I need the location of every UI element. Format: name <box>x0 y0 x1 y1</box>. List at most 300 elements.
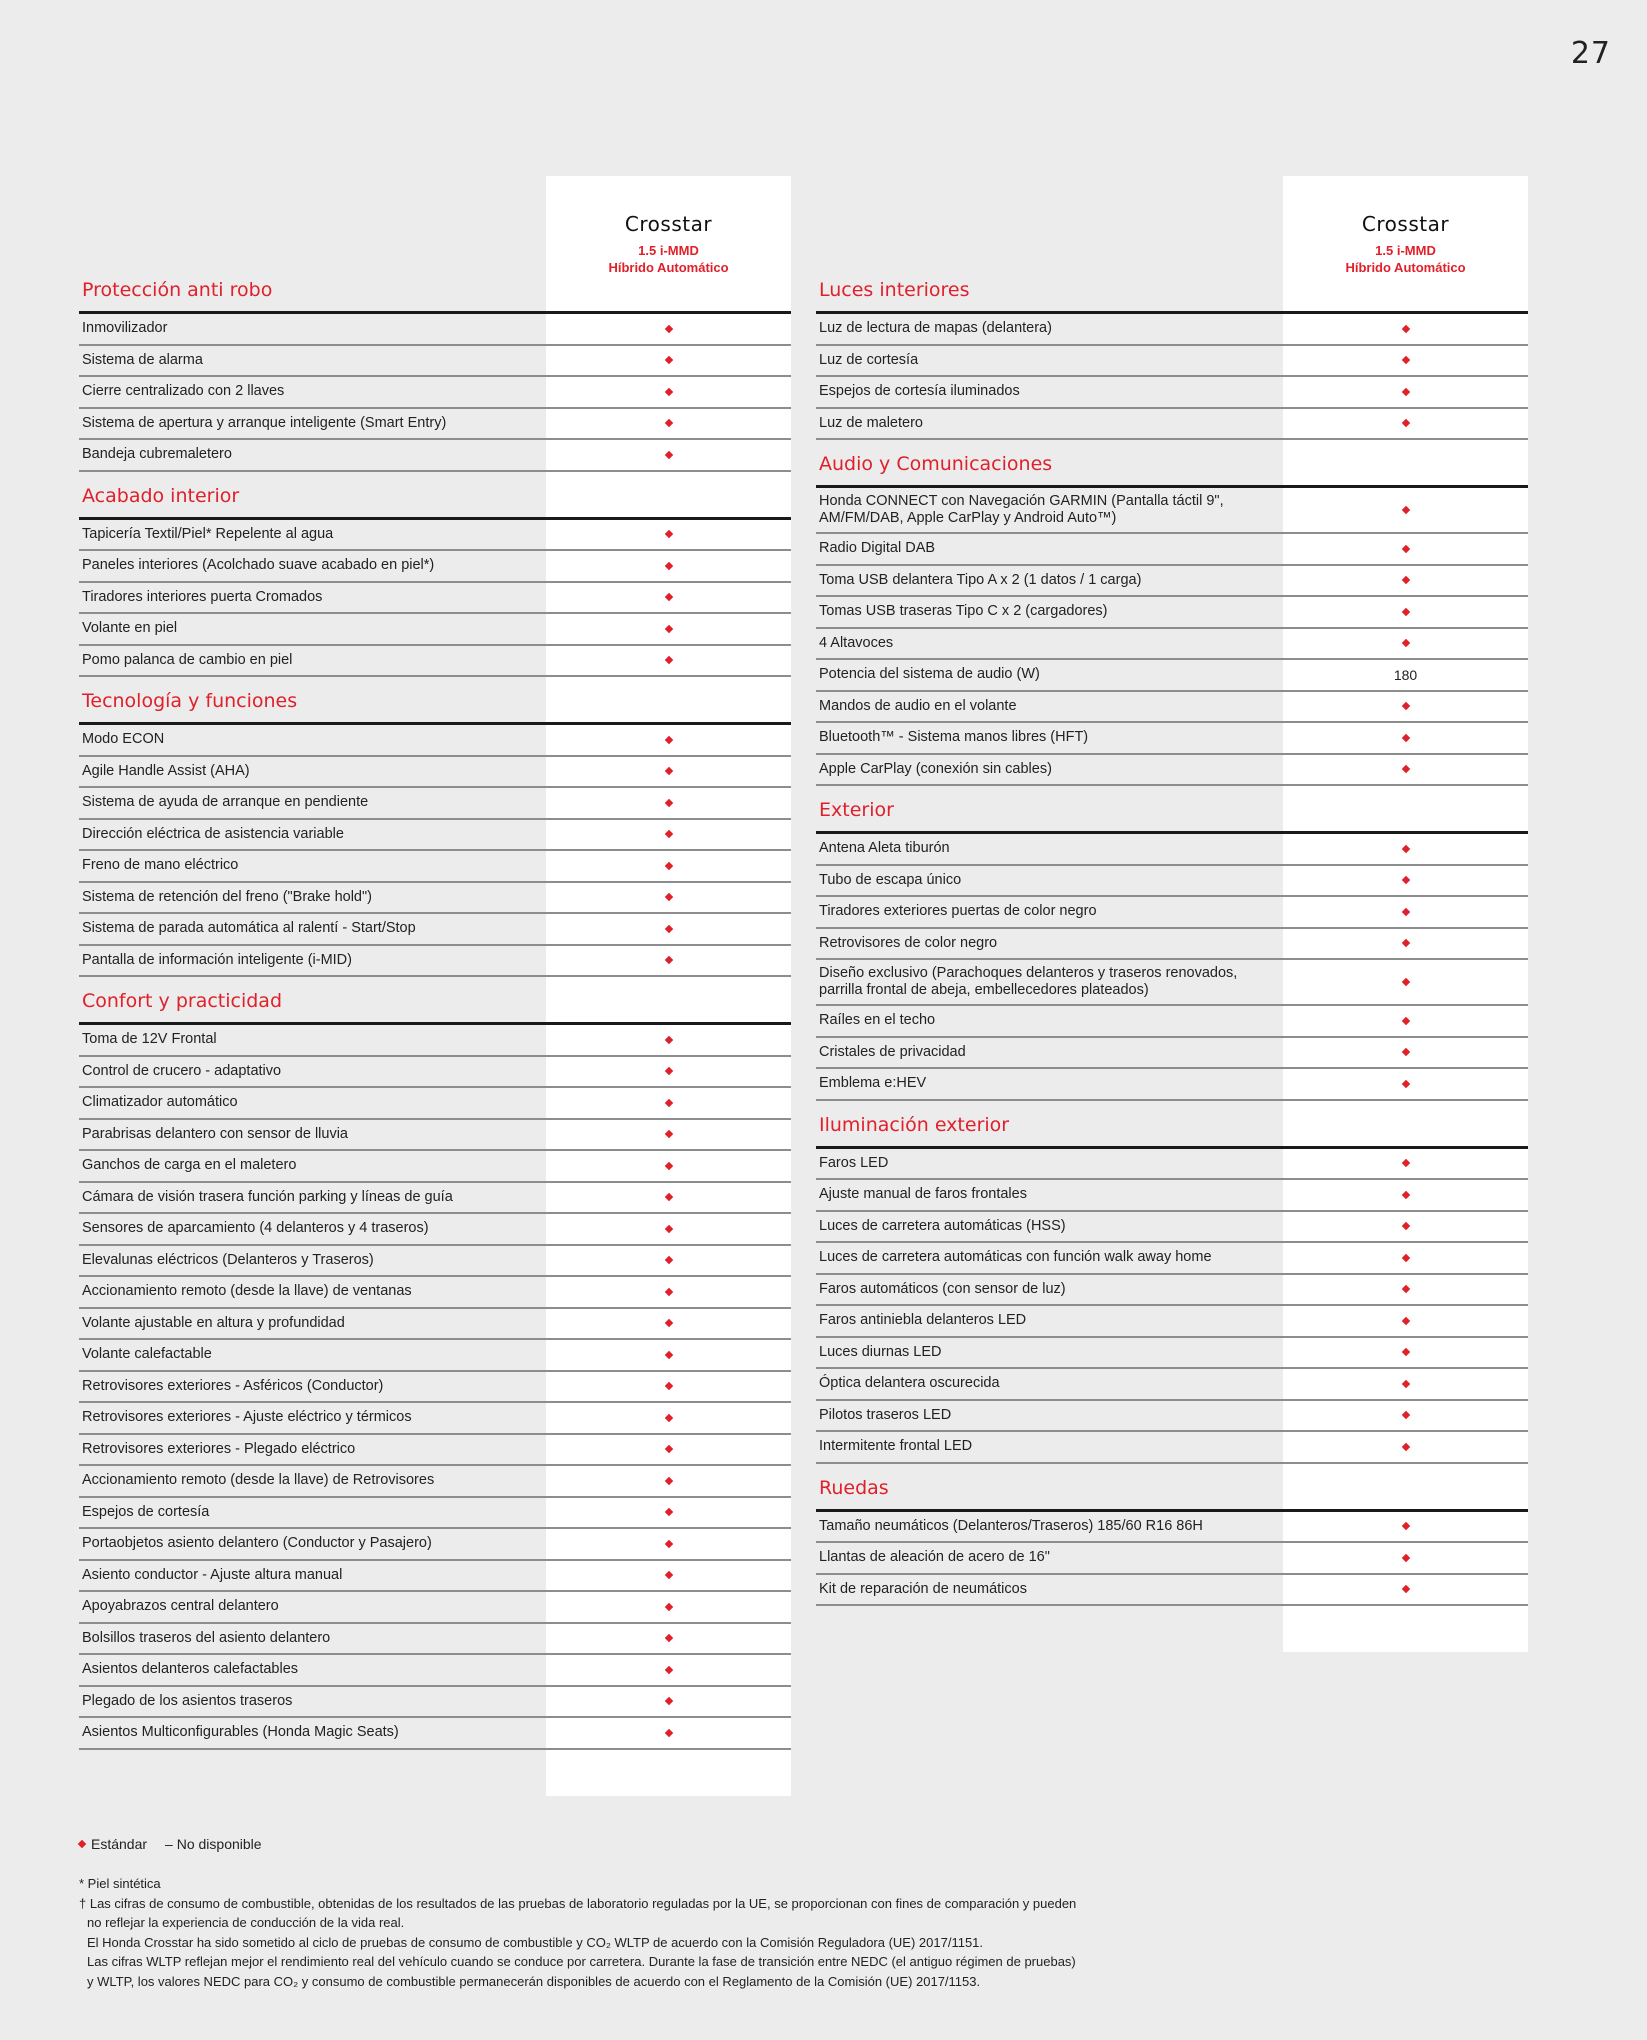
section-title <box>79 677 791 725</box>
standard-diamond-icon <box>1401 1159 1409 1167</box>
spec-label: Llantas de aleación de acero de 16" <box>819 1549 1050 1566</box>
section-title-text: Acabado interior <box>82 484 240 507</box>
spec-row <box>816 1149 1528 1181</box>
standard-diamond-icon <box>664 1477 672 1485</box>
spec-label: Parabrisas delantero con sensor de lluvia <box>82 1125 348 1142</box>
spec-row <box>816 723 1528 755</box>
spec-label: Sistema de retención del freno ("Brake hold") <box>82 888 372 905</box>
standard-diamond-icon <box>664 451 672 459</box>
standard-diamond-icon <box>1401 1317 1409 1325</box>
spec-row <box>816 1338 1528 1370</box>
spec-label: Ajuste manual de faros frontales <box>819 1186 1027 1203</box>
spec-value <box>1283 1432 1528 1462</box>
spec-value <box>546 914 791 944</box>
spec-label: Sistema de apertura y arranque inteligente (Smart Entry) <box>82 414 447 431</box>
spec-value <box>546 1277 791 1307</box>
spec-row <box>79 1277 791 1309</box>
standard-diamond-icon <box>664 530 672 538</box>
spec-value <box>546 377 791 407</box>
spec-row <box>816 1306 1528 1338</box>
spec-value <box>546 1246 791 1276</box>
spec-label: Dirección eléctrica de asistencia variable <box>82 825 344 842</box>
section-title-text: Luces interiores <box>819 279 970 301</box>
page-number: 27 <box>1570 36 1611 71</box>
standard-diamond-icon <box>664 1225 672 1233</box>
spec-value <box>546 1025 791 1055</box>
spec-table-left <box>79 176 791 1750</box>
spec-row <box>816 597 1528 629</box>
spec-row <box>816 1275 1528 1307</box>
section-title-text: Ruedas <box>819 1476 889 1499</box>
spec-value <box>546 946 791 976</box>
spec-value <box>546 1151 791 1181</box>
section-title <box>816 1464 1528 1512</box>
spec-section <box>79 266 791 472</box>
spec-value <box>1283 314 1528 344</box>
model-transmission: Híbrido Automático <box>1345 260 1466 275</box>
standard-diamond-icon <box>1401 1443 1409 1451</box>
spec-value <box>1283 692 1528 722</box>
spec-label: Retrovisores exteriores - Asféricos (Conductor) <box>82 1377 384 1394</box>
spec-label: Mandos de audio en el volante <box>819 697 1017 714</box>
legend-standard: Estándar <box>91 1836 148 1852</box>
spec-label: Volante ajustable en altura y profundidad <box>82 1314 345 1331</box>
standard-diamond-icon <box>1401 876 1409 884</box>
spec-value <box>1283 488 1528 532</box>
spec-value <box>546 1340 791 1370</box>
standard-diamond-icon <box>664 956 672 964</box>
standard-diamond-icon <box>664 862 672 870</box>
spec-value <box>546 1435 791 1465</box>
spec-label: Volante en piel <box>82 620 178 637</box>
spec-label: Pomo palanca de cambio en piel <box>82 651 293 668</box>
spec-section <box>816 440 1528 786</box>
spec-label: Intermitente frontal LED <box>819 1438 973 1455</box>
spec-label: Faros automáticos (con sensor de luz) <box>819 1280 1066 1297</box>
spec-value <box>546 851 791 881</box>
spec-value <box>1283 660 1528 690</box>
spec-value <box>1283 1243 1528 1273</box>
spec-row <box>816 866 1528 898</box>
section-title-text: Iluminación exterior <box>819 1113 1010 1136</box>
spec-value <box>546 409 791 439</box>
standard-diamond-icon <box>1401 702 1409 710</box>
spec-row <box>79 1624 791 1656</box>
spec-row <box>79 551 791 583</box>
spec-row <box>79 1309 791 1341</box>
spec-label: Antena Aleta tiburón <box>819 840 950 857</box>
section-title <box>79 266 791 314</box>
standard-diamond-icon <box>664 1067 672 1075</box>
spec-label: Accionamiento remoto (desde la llave) de Retrovisores <box>82 1472 435 1489</box>
spec-value <box>1283 1369 1528 1399</box>
standard-diamond-icon <box>1401 1380 1409 1388</box>
standard-diamond-icon <box>1401 1285 1409 1293</box>
standard-diamond-icon <box>1401 978 1409 986</box>
standard-diamond-icon <box>1401 545 1409 553</box>
spec-label: Honda CONNECT con Navegación GARMIN (Pantalla táctil 9", AM/FM/DAB, Apple CarPlay y Android Auto™) <box>819 493 1224 526</box>
spec-value <box>546 1498 791 1528</box>
spec-value <box>546 757 791 787</box>
standard-diamond-icon <box>1401 765 1409 773</box>
spec-row <box>79 1214 791 1246</box>
spec-label: Luces diurnas LED <box>819 1343 942 1360</box>
spec-label: 4 Altavoces <box>819 634 894 651</box>
standard-diamond-icon <box>664 1288 672 1296</box>
spec-row <box>816 1543 1528 1575</box>
spec-value <box>1283 1180 1528 1210</box>
standard-diamond-icon <box>78 1840 86 1848</box>
spec-row <box>79 1120 791 1152</box>
spec-section <box>816 1101 1528 1464</box>
spec-row <box>816 960 1528 1006</box>
spec-value <box>546 646 791 676</box>
spec-label: Raíles en el techo <box>819 1012 936 1029</box>
spec-row <box>79 1529 791 1561</box>
spec-row <box>816 1432 1528 1464</box>
spec-row <box>79 614 791 646</box>
standard-diamond-icon <box>664 1256 672 1264</box>
spec-value <box>546 725 791 755</box>
spec-value <box>1283 346 1528 376</box>
spec-label: Inmovilizador <box>82 320 168 337</box>
spec-row <box>79 1561 791 1593</box>
spec-value <box>1283 566 1528 596</box>
spec-value <box>1283 1069 1528 1099</box>
standard-diamond-icon <box>664 830 672 838</box>
spec-label: Diseño exclusivo (Parachoques delanteros y traseros renovados, parrilla frontal de abeja, embellecedores plateados) <box>819 965 1238 998</box>
spec-row <box>79 788 791 820</box>
standard-diamond-icon <box>1401 939 1409 947</box>
spec-section <box>79 472 791 678</box>
spec-value <box>1283 960 1528 1004</box>
spec-value <box>546 1561 791 1591</box>
standard-diamond-icon <box>664 1571 672 1579</box>
spec-label: Modo ECON <box>82 731 165 748</box>
spec-row <box>816 897 1528 929</box>
standard-diamond-icon <box>664 1036 672 1044</box>
spec-row <box>79 1088 791 1120</box>
footnote-line: † Las cifras de consumo de combustible, obtenidas de los resultados de las pruebas de laboratorio reguladas por la UE, se proporcionan con fines de comparación y pueden <box>79 1895 1077 1911</box>
spec-value <box>546 583 791 613</box>
standard-diamond-icon <box>664 562 672 570</box>
spec-row <box>816 1401 1528 1433</box>
spec-row <box>79 757 791 789</box>
spec-value <box>1283 755 1528 785</box>
spec-row <box>79 1057 791 1089</box>
spec-row <box>79 946 791 978</box>
section-title <box>816 786 1528 834</box>
standard-diamond-icon <box>1401 506 1409 514</box>
spec-row <box>79 914 791 946</box>
spec-value <box>1283 1038 1528 1068</box>
footnote-line: y WLTP, los valores NEDC para CO₂ y consumo de combustible permanecerán disponibles de acuerdo con el Reglamento de la Comisión (UE) 2017/1153. <box>87 1973 981 1989</box>
standard-diamond-icon <box>664 1634 672 1642</box>
spec-value <box>546 440 791 470</box>
spec-row <box>79 851 791 883</box>
standard-diamond-icon <box>1401 1080 1409 1088</box>
spec-label: Elevalunas eléctricos (Delanteros y Traseros) <box>82 1251 374 1268</box>
spec-value <box>546 1057 791 1087</box>
spec-label: Tubo de escapa único <box>819 871 962 888</box>
spec-label: Luces de carretera automáticas (HSS) <box>819 1217 1066 1234</box>
spec-label: Tiradores interiores puerta Cromados <box>82 588 323 605</box>
spec-row <box>816 660 1528 692</box>
standard-diamond-icon <box>664 1193 672 1201</box>
spec-value <box>1283 1212 1528 1242</box>
spec-row <box>79 520 791 552</box>
spec-row <box>79 1025 791 1057</box>
spec-row <box>79 1403 791 1435</box>
spec-label: Potencia del sistema de audio (W) <box>819 666 1040 683</box>
legend <box>79 1836 262 1852</box>
spec-value <box>546 314 791 344</box>
standard-diamond-icon <box>664 1382 672 1390</box>
standard-diamond-icon <box>664 325 672 333</box>
spec-row <box>816 1038 1528 1070</box>
spec-value <box>546 883 791 913</box>
model-name: Crosstar <box>624 212 713 236</box>
spec-row <box>79 409 791 441</box>
model-name: Crosstar <box>1361 212 1450 236</box>
spec-row <box>816 1369 1528 1401</box>
spec-row <box>79 346 791 378</box>
spec-value <box>546 788 791 818</box>
spec-label: Sistema de alarma <box>82 351 203 368</box>
spec-label: Espejos de cortesía <box>82 1503 210 1520</box>
spec-label: Apoyabrazos central delantero <box>82 1598 279 1615</box>
spec-row <box>79 377 791 409</box>
standard-diamond-icon <box>664 767 672 775</box>
model-transmission: Híbrido Automático <box>608 260 729 275</box>
spec-label: Tomas USB traseras Tipo C x 2 (cargadores) <box>819 603 1108 620</box>
spec-section <box>79 977 791 1750</box>
spec-value <box>546 1214 791 1244</box>
section-title-text: Tecnología y funciones <box>82 690 298 712</box>
spec-value <box>546 1592 791 1622</box>
spec-label: Plegado de los asientos traseros <box>82 1692 293 1709</box>
section-title <box>816 1101 1528 1149</box>
standard-diamond-icon <box>664 1445 672 1453</box>
standard-diamond-icon <box>1401 1585 1409 1593</box>
standard-diamond-icon <box>1401 1254 1409 1262</box>
spec-row <box>79 1246 791 1278</box>
standard-diamond-icon <box>664 1319 672 1327</box>
spec-row <box>79 1372 791 1404</box>
spec-value <box>546 1403 791 1433</box>
spec-label: Tapicería Textil/Piel* Repelente al agua <box>82 525 334 542</box>
standard-diamond-icon <box>664 799 672 807</box>
spec-value <box>546 1718 791 1748</box>
spec-label: Cristales de privacidad <box>819 1043 966 1060</box>
spec-row <box>816 534 1528 566</box>
spec-value <box>1283 409 1528 439</box>
spec-section <box>816 786 1528 1101</box>
spec-row <box>816 377 1528 409</box>
standard-diamond-icon <box>664 1130 672 1138</box>
spec-value <box>1283 723 1528 753</box>
standard-diamond-icon <box>664 893 672 901</box>
spec-label: Sensores de aparcamiento (4 delanteros y 4 traseros) <box>82 1220 429 1237</box>
spec-label: Espejos de cortesía iluminados <box>819 383 1020 400</box>
standard-diamond-icon <box>664 388 672 396</box>
standard-diamond-icon <box>1401 325 1409 333</box>
spec-row <box>79 1655 791 1687</box>
spec-label: Asiento conductor - Ajuste altura manual <box>82 1566 343 1583</box>
section-title <box>816 440 1528 488</box>
footnote-line: Las cifras WLTP reflejan mejor el rendimiento real del vehículo cuando se conduce por carretera. Durante la fase de transición entre NEDC (el antiguo régimen de pruebas) <box>87 1954 1076 1969</box>
legend-not-available: – No disponible <box>165 1836 262 1852</box>
standard-diamond-icon <box>1401 356 1409 364</box>
spec-value <box>1283 1512 1528 1542</box>
spec-row <box>79 440 791 472</box>
spec-value <box>546 520 791 550</box>
standard-diamond-icon <box>664 736 672 744</box>
standard-diamond-icon <box>664 1508 672 1516</box>
footnote-line: El Honda Crosstar ha sido sometido al ciclo de pruebas de consumo de combustible y CO₂ WLTP de acuerdo con la Comisión Reguladora (UE) 2017/1151. <box>87 1934 984 1950</box>
spec-section <box>816 1464 1528 1607</box>
spec-value <box>546 1466 791 1496</box>
spec-row <box>816 566 1528 598</box>
section-title-text: Confort y practicidad <box>82 990 283 1012</box>
spec-row <box>816 929 1528 961</box>
spec-label: Asientos Multiconfigurables (Honda Magic Seats) <box>82 1724 399 1741</box>
spec-value <box>1283 1401 1528 1431</box>
standard-diamond-icon <box>664 1729 672 1737</box>
spec-label: Ganchos de carga en el maletero <box>82 1157 297 1174</box>
standard-diamond-icon <box>1401 1191 1409 1199</box>
spec-row <box>79 1687 791 1719</box>
spec-row <box>816 314 1528 346</box>
spec-row <box>816 1575 1528 1607</box>
standard-diamond-icon <box>1401 734 1409 742</box>
spec-label: Bluetooth™ - Sistema manos libres (HFT) <box>819 729 1089 746</box>
section-title-text: Exterior <box>819 799 894 821</box>
spec-value <box>1283 929 1528 959</box>
spec-row <box>816 346 1528 378</box>
spec-label: Sistema de parada automática al ralentí - Start/Stop <box>82 920 416 937</box>
footnote-line: no reflejar la experiencia de conducción de la vida real. <box>87 1915 405 1930</box>
spec-table-right <box>816 176 1528 1606</box>
standard-diamond-icon <box>1401 845 1409 853</box>
standard-diamond-icon <box>1401 1554 1409 1562</box>
spec-row <box>816 834 1528 866</box>
standard-diamond-icon <box>664 1414 672 1422</box>
spec-row <box>816 1512 1528 1544</box>
spec-row <box>79 1718 791 1750</box>
spec-row <box>816 409 1528 441</box>
spec-label: Tiradores exteriores puertas de color negro <box>819 903 1097 920</box>
spec-value <box>1283 597 1528 627</box>
spec-row <box>816 1006 1528 1038</box>
spec-row <box>79 1435 791 1467</box>
spec-row <box>79 883 791 915</box>
spec-row <box>79 1151 791 1183</box>
spec-value <box>546 1624 791 1654</box>
spec-label: Luz de maletero <box>819 414 923 431</box>
spec-value <box>546 1529 791 1559</box>
spec-value <box>1283 897 1528 927</box>
standard-diamond-icon <box>664 1697 672 1705</box>
section-title <box>79 472 791 520</box>
spec-value <box>1283 866 1528 896</box>
spec-label: Accionamiento remoto (desde la llave) de ventanas <box>82 1283 412 1300</box>
spec-row <box>816 1180 1528 1212</box>
standard-diamond-icon <box>1401 388 1409 396</box>
spec-section <box>79 677 791 977</box>
section-title <box>79 977 791 1025</box>
standard-diamond-icon <box>664 356 672 364</box>
spec-value <box>546 1687 791 1717</box>
spec-row <box>79 725 791 757</box>
spec-value-text: 180 <box>1393 666 1418 683</box>
spec-label: Toma USB delantera Tipo A x 2 (1 datos / 1 carga) <box>819 571 1142 588</box>
spec-label: Control de crucero - adaptativo <box>82 1062 282 1079</box>
section-title <box>816 266 1528 314</box>
spec-label: Apple CarPlay (conexión sin cables) <box>819 760 1052 777</box>
spec-label: Faros LED <box>819 1154 889 1171</box>
spec-label: Kit de reparación de neumáticos <box>819 1580 1027 1597</box>
spec-value <box>1283 629 1528 659</box>
spec-label: Toma de 12V Frontal <box>82 1031 217 1048</box>
spec-label: Óptica delantera oscurecida <box>819 1375 1000 1392</box>
standard-diamond-icon <box>1401 576 1409 584</box>
spec-value <box>1283 534 1528 564</box>
standard-diamond-icon <box>664 1603 672 1611</box>
spec-label: Faros antiniebla delanteros LED <box>819 1312 1027 1329</box>
standard-diamond-icon <box>664 656 672 664</box>
spec-label: Agile Handle Assist (AHA) <box>82 762 250 779</box>
spec-label: Radio Digital DAB <box>819 540 936 557</box>
spec-value <box>546 1372 791 1402</box>
standard-diamond-icon <box>1401 1017 1409 1025</box>
spec-rows-left <box>79 266 791 1750</box>
standard-diamond-icon <box>1401 608 1409 616</box>
standard-diamond-icon <box>1401 1222 1409 1230</box>
spec-row <box>79 1466 791 1498</box>
standard-diamond-icon <box>664 925 672 933</box>
spec-row <box>79 820 791 852</box>
standard-diamond-icon <box>1401 639 1409 647</box>
standard-diamond-icon <box>1401 1348 1409 1356</box>
spec-label: Luz de lectura de mapas (delantera) <box>819 320 1052 337</box>
spec-label: Luces de carretera automáticas con función walk away home <box>819 1249 1212 1266</box>
spec-row <box>816 488 1528 534</box>
spec-label: Pilotos traseros LED <box>819 1406 952 1423</box>
spec-value <box>1283 1006 1528 1036</box>
standard-diamond-icon <box>664 1666 672 1674</box>
spec-label: Asientos delanteros calefactables <box>82 1661 299 1678</box>
spec-label: Pantalla de información inteligente (i-MID) <box>82 951 352 968</box>
spec-label: Climatizador automático <box>82 1094 238 1111</box>
standard-diamond-icon <box>664 1099 672 1107</box>
spec-label: Retrovisores exteriores - Plegado eléctrico <box>82 1440 356 1457</box>
spec-value <box>1283 1306 1528 1336</box>
spec-rows-right <box>816 266 1528 1606</box>
spec-value <box>546 614 791 644</box>
footnote-line: * Piel sintética <box>79 1876 161 1891</box>
spec-value <box>1283 1543 1528 1573</box>
spec-label: Volante calefactable <box>82 1346 212 1363</box>
spec-row <box>79 1498 791 1530</box>
spec-label: Freno de mano eléctrico <box>82 857 239 874</box>
section-title-text: Audio y Comunicaciones <box>819 453 1053 475</box>
spec-value <box>1283 1149 1528 1179</box>
spec-value <box>546 1183 791 1213</box>
section-title-text: Protección anti robo <box>82 279 273 301</box>
spec-label: Retrovisores de color negro <box>819 934 998 951</box>
standard-diamond-icon <box>664 625 672 633</box>
